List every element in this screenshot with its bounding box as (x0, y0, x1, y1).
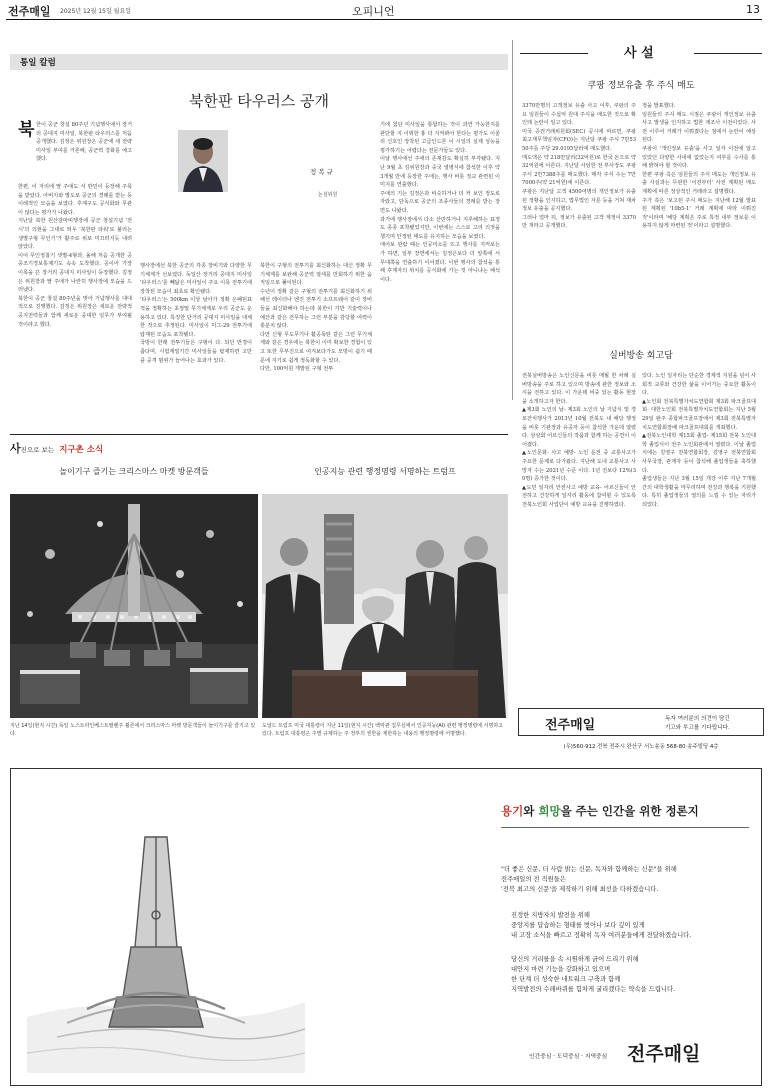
masthead-section: 오피니언 (352, 5, 395, 18)
masthead-paper-name: 전주매일 (8, 5, 51, 18)
ad-paper-logo: 전주매일 (627, 1043, 701, 1065)
column-body-col2: 행사장에선 북한 공군의 각종 장비기와 다양한 무기체계가 선보였다. 독일산 장거리 공대지 미사일 '타우러스'를 빼닮은 미사일이 주요 이목 전투기에 장착된 모습이 최초로 확인됐다. '타우러스'는 500km 이상 날아가 정확 은폐된표적을 정확하는 초정밀 무기체계로 우리 공군도 운용하고 있다. 특징한 단거리 공대지 미사일을 대체한 것으로 추정된다. 미사일이 미그-29 전투기에 탑재된 모습도 포착됐다. 국방이 한래 전투기들은 구형이 다. 되던 반경이 좁다며, 시험계열기간 미사일들을 탑재하면 고만큼 공격 범위가 늘어나는 효과가 있다. (140, 263, 252, 364)
contact-paper-logo: 전주매일 (545, 718, 596, 733)
column-body-col3: 북한이 구형의 전투기를 최신화하는 대신 정확 무기체계를 보완해 공군력 열세를 만회하기 위한 움직임으로 풀이된다. 수년이 정확 같은 구형의 전투기를 최신화하기 위해선 레이더나 엔진 전투기 소프트웨어 같이 장비들을 최신화해야 하는데 북한이 기반 기술력이나 예산과 같은 전무하는 그런 부분을 감당할 여력이 충분치 않다. 다만 신형 무도무기나 활공폭탄 같은 그런 무기체계와 같은 경우에는 북한이 이미 확보한 경험이 있고 또한 무부진으로 여겨보다가도 모방이 쉽기 때문에 지기로 쉽게 정독화할 수 있다. 다만, 100억원 개발된 구형 전투 (260, 263, 372, 373)
contact-address: (우)560-912 전북 전주시 완산구 서노송동 568-80 송주빌딩 4층 (563, 744, 719, 750)
ad-paragraph-1: "더 좋은 신문, 더 사람 밝는 신문, 독자와 함께하는 신문"을 위해 전주매일의 전 직원들은 '전북 최고의 신문'을 제작하기 위해 최선을 다하겠습니다. (501, 866, 677, 893)
ad-headline-join1: 와 (523, 804, 539, 818)
editorial-title: 쿠팡 정보유출 후 주식 매도 (587, 81, 695, 91)
trump-signing-photo (262, 494, 508, 718)
photo-news-tag-tail: 지구촌 소식 (59, 445, 104, 455)
photo-left-title: 놀이기구 즐기는 크리스마스 마켓 방문객들 (59, 467, 209, 476)
column-body-col4: 기에 첨단 미사일을 통합하는 것이 과연 가능한지를 판단할 지 이뭐한 홍 더 지켜봐야 한다는 평가도 이울리 신호인 장착된 고급인드론 이 시일의 실제 성능을 평가하기는 어렵다는 전문가들도 있다. 이날 행사에선 주애의 존재감도 확실히 부각됐다. 지난 9월 초 김위원장과 중국 열병식에 참석한 이후 약 3개월 만에 등장한 주애는, 행사 비롯 정교 관련된 이미지를 연출했다. 주애의 기는 김정은과 비슷하거나 더 커 보인 정도로 자랐고, 단독으로 공군의 조종사들의 경례를 받는 장면도 나왔다. 과거에 행사장에서 다소 산만하거나 지루해하는 표정도 종종 포착됐었지만, 이번에는 스스로 고리 의젓을 챙기며 안정된 태도를 유지하는 모습을 보였다. 애어보 관람 때는 인공미소를 뜨고 행사를 지켜보는가 하면, 일부 장면에서는 김정은보다 더 앞쪽에 서 무대쪽을 연출하기 이어졌다. 이번 행사의 참석을 통해 후계자의 위치를 공식화에 가는 것 아니냐는 해석이다. (380, 122, 500, 283)
ad-headline-rest: 을 주는 인간을 위한 정론지 (560, 804, 699, 818)
contact-message-1: 독자 여러분의 의견이 담긴 (665, 716, 730, 722)
ad-slogan: 인간중심 · 도덕중심 · 지역중심 (529, 1054, 608, 1060)
photo-news-tag (10, 437, 104, 455)
column2-title: 실버방송 회고담 (609, 351, 673, 361)
column2-body-right: 있다. 노인 일자리는 단순한 경제적 지원을 넘어 사회적 교류와 건강한 삶을 이어가는 중요한 활동이다. ▲노인회 전북특별자치도연합회 제3회 파크골프대회- 대한노인회 전북특별자치도연합회는 지난 5월 29일 완주 종합파크골프장에서 제3회 전북특별자치도연합회장배 파크골프대회를 개최했다. ▲전북노인대학 제15회 졸업- 제15회 전북 노인대학 졸업식이 전주 노인회관에서 열렸다. 이날 졸업식에는 김영구 전북연합회장, 김영구 전북연합회 사무국장, 관계자 등이 참석해 졸업생들을 축하했다. 졸업생들은 지난 3월 15일 개강 이후 지난 7개월간의 대학생활을 마무리하며 전강과 행복을 기원했다. 특히 졸업생들의 열의를 느낄 수 있는 자리가 되었다. (642, 373, 756, 508)
editorial-body-right: 정을 발표했다. 임원들의 주식 매도 시점은 쿠팡이 개인정보 유출 사고 발생을 인지하고 법한 재조사 이전이었다. 사전 이루어 거래가 이뤄졌다는 점에서 논란이 예상된다. 쿠팡이 '개인정보 유출'을 사고 일자 이전에 알고 있었던 다양한 사내에 없었는지 여부를 수사를 통해 밝혀야 할 것이다. 한편 쿠팡 측은 임원들의 주식 매도는 개인정보 유출 사실과는 무관한 '이전부터' 사전 계획된 매도 계획에 따른 정상적인 거래라고 설명했다. 주가 측은 '보고된 주식 매도는 지난해 12월 발표된 계획된 '10b5-1' 거래 계획에 따라 이뤄진 것'이라며 '해당 계획은 주로 특정 내부 정보를 이용하지 않게 마련된 것'이라고 설명했다. (642, 103, 756, 230)
masthead-page-number: 13 (746, 3, 760, 16)
photo-right-caption: 도널드 트럼프 미국 대통령이 지난 11일(현지 시간) 백악관 집무실에서 인공지능(AI) 관련 행정명령에 서명하고 있다. 트럼프 대통령은 주별 규제하는 주 정부의 권한을 제한하는 내용의 행정명령에 서명했다. (262, 723, 503, 737)
photo-news-tag-initial: 사 (10, 442, 21, 455)
photo-right-title: 인공지능 관련 행정명령 서명하는 트럼프 (314, 467, 456, 476)
column-title: 북한판 타우러스 공개 (189, 92, 329, 110)
masthead-date: 2025년 12월 15일 월요일 (60, 8, 132, 15)
ad-headline (501, 803, 699, 819)
photo-left-caption: 지난 14일(현지 시간) 독일 노스트라인베스트팔렌주 쾰른에서 크리스마스 마켓 방문객들이 놀이기구를 즐기고 있다. (10, 723, 256, 737)
column2-body-left: 전북실버방송은 노인신문을 비롯 매월 한 차례 실버방송을 주로 하고 있으며 방송에 관한 정보와 소식을 전하고 있다. 이 가운데 비중 있는 활동 현장을 소개하고자 한다. ▲제3회 노인의 날- 제3회 노인의 날 기념식 및 경로잔치행사가 2013년 10월 전북도 내 해당 행정을 비롯 기관장과 유공자 등이 참석한 가운데 열렸다. 삼삼회 어르신들의 작품과 함께 하는 공연이 이어졌다. ▲노인문화- 사고 예방- 노인 운전 중 교통사고가 주요한 문제로 다가왔다. 지난해 도내 교통사고 사망자 수는 2021년 수준 이다. 1년 전보다 12%(30명) 증가한 것이다. ▲도민 일자리 안전사고 예방 교육- 어르신들이 안전하고 건강하게 일자리 활동에 참여할 수 있도록 전북노인회 사업단이 예방 교육을 진행하였다. (522, 373, 636, 508)
contact-message-2: 기고와 투고를 기다립니다. (665, 725, 730, 731)
ad-headline-hope: 희망 (538, 804, 561, 818)
ad-paragraph-3: 당신의 거리를을 속 시원하게 긁어 드리기 위해 대안지 마련 기능을 강화하고 있으며 한 단계 더 성숙한 네트워크 구축과 함께 지역발전의 수레바퀴를 힘차게 굴리겠다는 약속을 드립니다. (511, 956, 676, 993)
contact-box (518, 708, 764, 736)
column-tag: 통일 칼럼 (20, 58, 56, 68)
column-body-col1-lead: 한이 공군 창설 80주년 기념행사에서 장거리 공대지 미사일, 북한판 타우러스를 처음 공개했다. 김정은 위원장은 공군에 새 전략미사일 부여를 거론해, 공군력 강화를 예고했다. (36, 122, 132, 163)
column-tag-bar (10, 54, 508, 70)
christmas-market-photo (10, 494, 258, 718)
editorial-tag (520, 42, 762, 64)
newspaper-ad (10, 768, 762, 1086)
ad-paragraph-2: 진정한 지방자치 발전을 위해 중앙지를 답습하는 형태를 벗어나 보다 깊이 있게 내 고장 소식을 빠르고 정확히 독자 여러분들에게 전달하겠습니다. (511, 912, 692, 939)
column-author-role: 논설위원 (318, 192, 338, 198)
column-body-col1: 한편, 이 자리에 딸 주애도 서 딴민이 등장해 주목을 받았다. 아버지와 별도로 공군의 경례를 받는 등 이례적인 모습을 보였다. 후계구도 공식화와 무관이 않다는 평가가 나왔다. 지난달 북한 원산갈마비행장에 공군 창설기념 '전시'의 의현을 그대로 띄우 '북한판 타워'로 불리는 생별구형 무인기'가 활주로 위로 미끄러지듯 내려앉았다. 이어 무인정찰기 샛별-4형과, 올해 처음 공개한 공중조기경보통제기도 속속 도착했다. 공이어 가장 이목을 끈 장거리 공대지 미사일이 등장했다. 김정은 위원장과 딸 주애가 나란히 행사장에 모습을 드러냈다. 북한이 공군 창설 80주년을 맞아 기념행사를 대대적으로 진행했다. 김정은 위원장은 새로운 전략적 공지전력들과 함께 새로운 중대한 임무가 부여될 것이라고 했다. (18, 184, 132, 328)
fountain-pen-illustration (27, 797, 305, 1073)
photo-news-tag-middle: 진으로 보는 (20, 446, 55, 454)
column-dropcap: 북 (18, 120, 35, 140)
column-author: 정 복 규 (310, 168, 333, 176)
ad-headline-courage: 용기 (501, 804, 524, 818)
author-photo (178, 130, 228, 192)
editorial-tag-label: 사 설 (624, 46, 654, 61)
editorial-body-left: 3370만명의 고객정보 유출 사고 이후, 쿠팡의 주요 임원들이 수십억 원대 주식을 매도한 것으로 확인돼 논란이 일고 있다. 미국 증권거래위원회(SEC) 공시에 따르면, 쿠팡 최고재무책임자(CFO)는 지난달 쿠팡 주식 7만5350주를 주당 29.0195달러에 매도했다. 매도액은 약 218만달러(32억원)로 한국 돈으로 약 32억원에 이른다. 지난달 사임한 전 부사장도 쿠팡 주식 2만7388주를 매도했다. 매각 주식 수는 7만7000주(약 21억원)에 이른다. 쿠팡은 지난달 고객 4500여명의 개인정보가 유출된 정황을 인지하고, 법무법인 자문 등을 거쳐 재차 정보 유출을 공지했다. 그러나 얼마 뒤, 정보가 유출된 고객 계정이 3370만 개라고 공개했다. (522, 103, 636, 230)
